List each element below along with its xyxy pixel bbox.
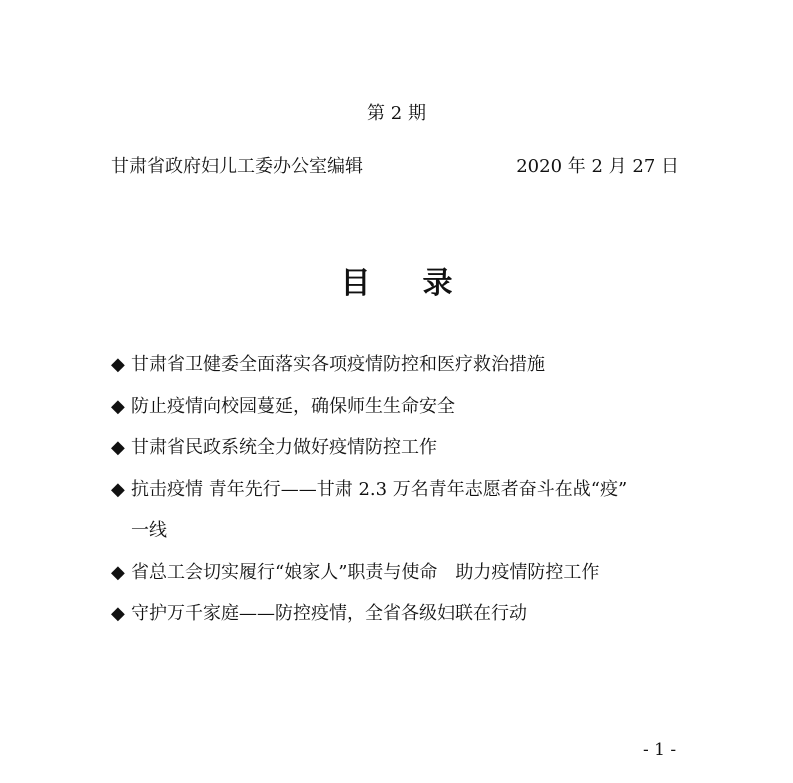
toc-item-text: 省总工会切实履行“娘家人”职责与使命 助力疫情防控工作: [131, 561, 600, 583]
toc-item[interactable]: [111, 469, 691, 552]
toc-item[interactable]: [111, 386, 691, 428]
toc-item-text: 防止疫情向校园蔓延，确保师生生命安全: [131, 395, 455, 417]
toc-item-text-continued: 一线: [131, 520, 167, 541]
diamond-bullet-icon: ◆: [111, 561, 125, 583]
toc-item[interactable]: [111, 593, 691, 635]
toc-item[interactable]: [111, 427, 691, 469]
toc-list: [111, 344, 691, 635]
publish-date: 2020 年 2 月 27 日: [516, 156, 679, 177]
toc-item-text: 甘肃省卫健委全面落实各项疫情防控和医疗救治措施: [131, 354, 545, 375]
diamond-bullet-icon: ◆: [111, 478, 125, 500]
toc-item[interactable]: [111, 344, 691, 386]
diamond-bullet-icon: ◆: [111, 437, 125, 458]
diamond-bullet-icon: ◆: [111, 354, 125, 375]
toc-item[interactable]: [111, 552, 691, 594]
page-number: - 1 -: [643, 740, 677, 760]
editor-name: 甘肃省政府妇儿工委办公室编辑: [111, 156, 363, 177]
diamond-bullet-icon: ◆: [111, 603, 125, 624]
toc-item-text: 甘肃省民政系统全力做好疫情防控工作: [131, 437, 437, 458]
toc-title: 目录: [340, 266, 505, 301]
toc-item-text: 守护万千家庭——防控疫情，全省各级妇联在行动: [131, 603, 527, 624]
diamond-bullet-icon: ◆: [111, 395, 125, 417]
toc-item-text: 抗击疫情 青年先行——甘肃 2.3 万名青年志愿者奋斗在战“疫”: [131, 478, 628, 500]
issue-number: 第 2 期: [367, 103, 426, 124]
